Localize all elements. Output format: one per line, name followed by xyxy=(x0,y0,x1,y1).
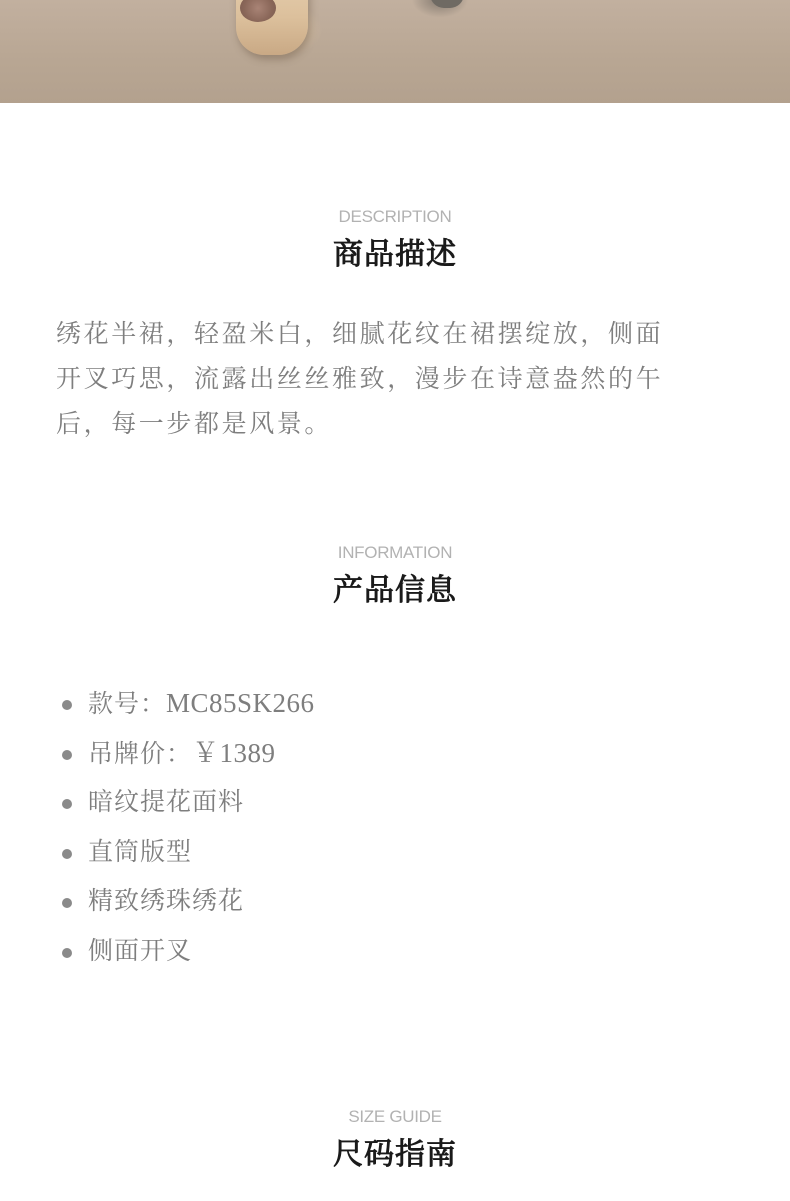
size-guide-en-title: SIZE GUIDE xyxy=(348,1107,442,1126)
list-item xyxy=(62,730,315,780)
list-item xyxy=(62,779,315,829)
item-label: 吊牌价： xyxy=(88,738,193,768)
bullet-icon xyxy=(62,700,72,710)
item-value: ￥1389 xyxy=(192,737,276,768)
product-photo xyxy=(0,0,790,103)
size-guide-zh-title: 尺码指南 xyxy=(333,1137,457,1172)
item-label: 侧面开叉 xyxy=(88,935,193,965)
list-item xyxy=(62,680,315,730)
description-line: 绣花半裙，轻盈米白，细腻花纹在裙摆绽放，侧面 xyxy=(56,319,664,348)
item-label: 款号： xyxy=(88,689,167,718)
description-en-title: DESCRIPTION xyxy=(338,207,452,226)
list-item xyxy=(62,878,315,928)
item-label: 暗纹提花面料 xyxy=(88,787,245,817)
item-value: MC85SK266 xyxy=(166,688,315,718)
list-item xyxy=(62,829,315,879)
description-line: 开叉巧思，流露出丝丝雅致，漫步在诗意盎然的午 xyxy=(56,364,664,393)
information-list xyxy=(62,680,315,978)
item-label: 精致绣珠绣花 xyxy=(88,886,245,916)
list-item xyxy=(62,928,315,978)
description-line: 后，每一步都是风景。 xyxy=(56,409,333,438)
bullet-icon xyxy=(62,750,72,760)
dark-shoe-image xyxy=(430,0,464,8)
item-label: 直筒版型 xyxy=(88,836,193,866)
size-guide-header xyxy=(0,1107,790,1173)
information-header xyxy=(0,543,790,609)
description-zh-title: 商品描述 xyxy=(333,237,457,272)
information-zh-title: 产品信息 xyxy=(333,573,457,608)
description-text xyxy=(56,311,736,446)
bullet-icon xyxy=(62,849,72,859)
bullet-icon xyxy=(62,799,72,809)
bullet-icon xyxy=(62,898,72,908)
information-en-title: INFORMATION xyxy=(337,543,453,562)
bullet-icon xyxy=(62,948,72,958)
description-header xyxy=(0,207,790,273)
